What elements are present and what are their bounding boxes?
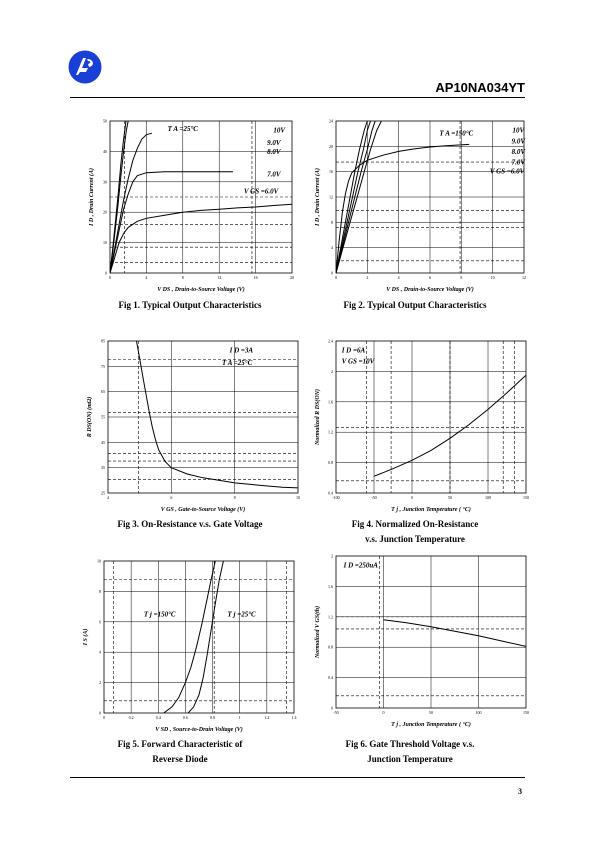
x-tick-label: 0 [382, 710, 385, 715]
x-tick-label: 100 [485, 495, 491, 500]
x-tick-label: 16 [253, 275, 258, 280]
caption-fig4-line2: v.s. Junction Temperature [365, 534, 465, 544]
x-tick-label: 8 [233, 495, 236, 500]
y-tick-label: 4 [331, 245, 333, 251]
y-tick-label: 4 [99, 649, 101, 655]
y-tick-label: 50 [103, 118, 107, 124]
y-tick-label: 85 [101, 338, 105, 344]
y-tick-label: 12 [329, 194, 333, 200]
y-tick-label: 20 [103, 209, 107, 215]
y-axis-label: Normalized V GS(th) [315, 605, 321, 659]
y-tick-label: 0.4 [328, 490, 333, 496]
x-tick-label: 0 [335, 275, 337, 280]
x-tick-label: -50 [371, 495, 377, 500]
series-line [110, 172, 233, 273]
x-axis-label: V GS , Gate-to-Source Voltage (V) [160, 507, 246, 513]
caption-fig2-line: Fig 2. Typical Output Characteristics [343, 300, 487, 310]
y-tick-label: 20 [329, 143, 333, 149]
y-tick-label: 0 [99, 710, 101, 716]
chart-annotation: 9.0V [267, 138, 281, 147]
x-tick-label: 0.2 [128, 715, 134, 720]
y-tick-label: 2 [99, 680, 101, 686]
part-number: AP10NA034YT [435, 80, 525, 95]
y-axis-label: Normalized R DS(ON) [315, 388, 321, 446]
y-tick-label: 75 [101, 363, 105, 369]
header-rule [70, 97, 525, 98]
y-tick-label: 25 [101, 490, 105, 496]
y-tick-label: 1.6 [328, 583, 333, 589]
y-tick-label: 45 [101, 439, 105, 445]
x-tick-label: 4 [145, 275, 148, 280]
x-tick-label: 8 [181, 275, 184, 280]
caption-fig1-line: Fig 1. Typical Output Characteristics [118, 300, 262, 310]
chart-fig3 [80, 335, 300, 513]
x-tick-label: 0 [103, 715, 105, 720]
x-tick-label: 150 [523, 495, 529, 500]
x-tick-label: 100 [475, 710, 482, 715]
x-axis-label: T j , Junction Temperature ( °C) [391, 722, 471, 728]
chart-fig1 [88, 115, 294, 293]
y-tick-label: 10 [103, 240, 107, 246]
x-axis-label: V DS , Drain-to-Source Voltage (V) [157, 287, 245, 293]
company-logo-icon [68, 50, 102, 84]
x-tick-label: 0.6 [182, 715, 188, 720]
page-number: 3 [518, 787, 522, 796]
chart-annotation: T A =25°C [167, 125, 198, 134]
y-tick-label: 2 [331, 368, 333, 374]
y-tick-label: 0 [105, 270, 107, 276]
x-tick-label: 12 [522, 275, 526, 280]
caption-fig1 [100, 298, 280, 313]
y-axis-label: I D , Drain Current (A) [315, 167, 321, 227]
x-tick-label: -50 [333, 710, 339, 715]
chart-fig4 [308, 335, 529, 513]
y-tick-label: 8 [99, 588, 101, 594]
caption-fig5-line2: Reverse Diode [152, 754, 208, 764]
chart-annotation: 7.0V [511, 158, 526, 167]
y-axis-label: I D , Drain Current (A) [89, 167, 95, 227]
x-tick-label: 4 [107, 495, 109, 500]
chart-annotation: V GS =6.0V [243, 187, 279, 196]
x-tick-label: 0.4 [155, 715, 161, 720]
chart-annotation: 10V [512, 126, 525, 135]
x-axis-label: V DS , Drain-to-Source Voltage (V) [386, 287, 474, 293]
x-tick-label: -100 [332, 495, 340, 500]
x-axis-label: T j , Junction Temperature ( °C) [391, 507, 471, 513]
chart-annotation: V GS =10V [341, 357, 375, 366]
x-tick-label: 0 [109, 275, 111, 280]
y-tick-label: 0.4 [328, 675, 333, 681]
chart-annotation: T j =25°C [227, 610, 256, 619]
y-axis-label: R DS(ON) (mΩ) [87, 396, 93, 438]
caption-fig6-line1: Fig 6. Gate Threshold Voltage v.s. [345, 739, 475, 749]
caption-fig3-line: Fig 3. On-Resistance v.s. Gate Voltage [117, 519, 263, 529]
chart-annotation: I D =250uA [343, 561, 378, 570]
x-axis-label: V SD , Source-to-Drain Voltage (V) [155, 727, 243, 733]
caption-fig4-line1: Fig 4. Normalized On-Resistance [351, 519, 479, 529]
caption-fig6-line2: Junction Temperature [367, 754, 453, 764]
y-tick-label: 55 [101, 414, 105, 420]
series-line [336, 144, 469, 273]
y-tick-label: 10 [97, 558, 101, 564]
x-tick-label: 6 [429, 275, 431, 280]
x-tick-label: 1.2 [264, 715, 270, 720]
caption-fig4 [325, 517, 505, 547]
y-tick-label: 6 [99, 619, 101, 625]
x-tick-label: 12 [217, 275, 222, 280]
x-tick-label: 1 [238, 715, 241, 720]
y-tick-label: 65 [101, 389, 105, 395]
fig5-svg [80, 555, 297, 733]
series-line [188, 561, 223, 713]
x-tick-label: 150 [523, 710, 529, 715]
y-tick-label: 8 [331, 219, 333, 225]
x-tick-label: 20 [290, 275, 294, 280]
y-axis-label: I S (A) [83, 628, 89, 646]
x-tick-label: 8 [460, 275, 463, 280]
caption-fig3 [100, 517, 280, 532]
chart-annotation: 8.0V [267, 147, 281, 156]
series-line [384, 620, 527, 647]
chart-annotation: T A =25°C [222, 358, 253, 367]
series-line [137, 341, 299, 488]
y-tick-label: 2.4 [328, 338, 333, 344]
chart-annotation: I D =3A [229, 346, 254, 355]
fig1-svg [88, 115, 294, 293]
series-line [164, 561, 216, 713]
x-tick-label: 0 [411, 495, 413, 500]
x-tick-label: 50 [448, 495, 452, 500]
chart-annotation: 10V [273, 126, 286, 135]
x-tick-label: 6 [170, 495, 173, 500]
x-tick-label: 2 [366, 275, 369, 280]
y-tick-label: 16 [329, 169, 333, 175]
chart-annotation: I D =6A [341, 346, 366, 355]
caption-fig5-line1: Fig 5. Forward Characteristic of [117, 739, 243, 749]
fig6-svg [308, 550, 529, 728]
y-tick-label: 30 [103, 179, 107, 185]
fig4-svg [308, 335, 529, 513]
fig2-svg [308, 115, 526, 293]
y-tick-label: 40 [103, 148, 107, 154]
y-tick-label: 24 [329, 118, 333, 124]
x-tick-label: 50 [429, 710, 433, 715]
y-tick-label: 0 [331, 705, 333, 711]
y-tick-label: 35 [101, 465, 105, 471]
series-line [110, 204, 292, 273]
fig3-svg [80, 335, 300, 513]
y-tick-label: 0.8 [328, 644, 333, 650]
caption-fig5 [90, 737, 270, 767]
y-tick-label: 1.2 [328, 429, 333, 435]
x-tick-label: 4 [397, 275, 400, 280]
footer-rule [70, 777, 525, 778]
chart-annotation: 8.0V [511, 147, 526, 156]
chart-annotation: 7.0V [267, 170, 281, 179]
chart-fig5 [80, 555, 297, 733]
x-tick-label: 10 [490, 275, 495, 280]
x-tick-label: 0.8 [210, 715, 216, 720]
y-tick-label: 1.2 [328, 614, 333, 620]
x-tick-label: 1.4 [291, 715, 297, 720]
chart-annotation: T A =150°C [439, 129, 474, 138]
y-tick-label: 2 [331, 553, 333, 559]
chart-annotation: V GS =6.0V [489, 167, 525, 176]
y-tick-label: 1.6 [328, 399, 333, 405]
chart-annotation: 9.0V [511, 137, 526, 146]
caption-fig6 [320, 737, 500, 767]
chart-fig2 [308, 115, 526, 293]
chart-fig6 [308, 550, 529, 728]
chart-annotation: T j =150°C [143, 610, 176, 619]
y-tick-label: 0 [331, 270, 333, 276]
caption-fig2 [325, 298, 505, 313]
y-tick-label: 0.8 [328, 460, 333, 466]
x-tick-label: 10 [296, 495, 300, 500]
